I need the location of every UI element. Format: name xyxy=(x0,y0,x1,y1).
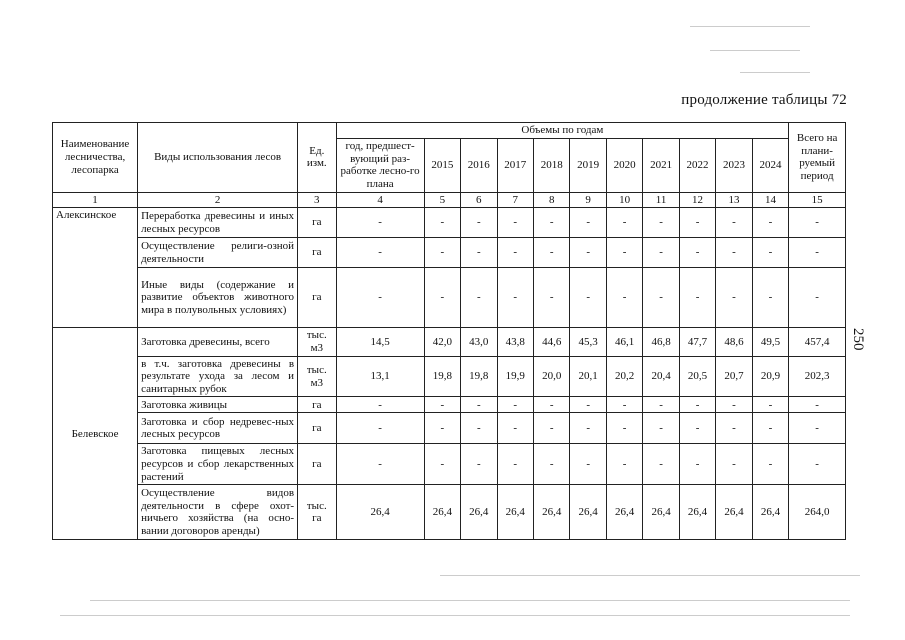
value-cell: - xyxy=(716,413,752,444)
value-cell: - xyxy=(606,397,642,413)
value-cell: - xyxy=(497,208,533,238)
value-cell: - xyxy=(716,268,752,328)
value-cell: - xyxy=(679,397,715,413)
column-number: 11 xyxy=(643,192,679,208)
value-cell: - xyxy=(461,397,497,413)
value-cell: 46,1 xyxy=(606,328,642,356)
value-cell: 26,4 xyxy=(424,485,460,540)
value-cell: 20,2 xyxy=(606,356,642,397)
value-cell: 26,4 xyxy=(716,485,752,540)
value-cell: 26,4 xyxy=(679,485,715,540)
value-cell: - xyxy=(643,444,679,485)
scan-noise xyxy=(710,50,800,51)
value-cell: - xyxy=(336,444,424,485)
unit-text: тыс. м3 xyxy=(306,329,327,354)
use-type: Заготовка и сбор недревес-ных лесных ресурсов xyxy=(138,413,298,444)
column-number: 3 xyxy=(298,192,336,208)
value-cell: - xyxy=(606,444,642,485)
value-cell: 45,3 xyxy=(570,328,606,356)
header-use: Виды использования лесов xyxy=(138,123,298,193)
table-row xyxy=(53,238,846,268)
value-cell: - xyxy=(716,444,752,485)
value-cell: 44,6 xyxy=(533,328,569,356)
header-prev-year: год, предшест-вующий раз-работке лесно-го плана xyxy=(336,138,424,192)
use-type: Осуществление видов деятельности в сфере охот-ничьего хозяйства (на осно-вании договоров аренды) xyxy=(138,485,298,540)
value-cell: 49,5 xyxy=(752,328,789,356)
value-cell: - xyxy=(789,208,846,238)
scan-noise xyxy=(740,72,810,73)
value-cell: - xyxy=(679,444,715,485)
use-type: Осуществление религи-озной деятельности xyxy=(138,238,298,268)
value-cell: - xyxy=(533,413,569,444)
value-cell: - xyxy=(497,238,533,268)
value-cell: 14,5 xyxy=(336,328,424,356)
header-year: 2015 xyxy=(424,138,460,192)
table-row xyxy=(53,413,846,444)
header-year: 2024 xyxy=(752,138,789,192)
forestry-name: Алексинское xyxy=(53,208,138,328)
value-cell: 20,1 xyxy=(570,356,606,397)
unit: га xyxy=(298,413,336,444)
value-cell: - xyxy=(679,268,715,328)
column-number: 14 xyxy=(752,192,789,208)
value-cell: - xyxy=(752,268,789,328)
value-cell: - xyxy=(570,238,606,268)
header-volumes: Объемы по годам xyxy=(336,123,789,139)
value-cell: - xyxy=(643,268,679,328)
value-cell: 43,0 xyxy=(461,328,497,356)
unit: га xyxy=(298,268,336,328)
column-number: 13 xyxy=(716,192,752,208)
value-cell: 48,6 xyxy=(716,328,752,356)
value-cell: 26,4 xyxy=(570,485,606,540)
header-forestry: Наименование лесничества, лесопарка xyxy=(53,123,138,193)
value-cell: 19,8 xyxy=(424,356,460,397)
table-row xyxy=(53,356,846,397)
column-number: 6 xyxy=(461,192,497,208)
header-year: 2019 xyxy=(570,138,606,192)
unit: га xyxy=(298,397,336,413)
value-cell: 47,7 xyxy=(679,328,715,356)
value-cell: 457,4 xyxy=(789,328,846,356)
unit: тыс. га xyxy=(298,485,336,540)
value-cell: 264,0 xyxy=(789,485,846,540)
table-row xyxy=(53,328,846,356)
value-cell: - xyxy=(789,413,846,444)
value-cell: - xyxy=(679,238,715,268)
value-cell: - xyxy=(752,397,789,413)
value-cell: - xyxy=(606,208,642,238)
use-type: в т.ч. заготовка древесины в результате ухода за лесом и санитарных рубок xyxy=(138,356,298,397)
table-row xyxy=(53,397,846,413)
value-cell: 20,7 xyxy=(716,356,752,397)
value-cell: - xyxy=(789,444,846,485)
value-cell: - xyxy=(497,397,533,413)
value-cell: - xyxy=(424,268,460,328)
use-type: Заготовка древесины, всего xyxy=(138,328,298,356)
value-cell: - xyxy=(570,413,606,444)
value-cell: - xyxy=(716,208,752,238)
value-cell: 26,4 xyxy=(461,485,497,540)
use-type: Заготовка живицы xyxy=(138,397,298,413)
value-cell: 26,4 xyxy=(533,485,569,540)
value-cell: - xyxy=(497,444,533,485)
unit-text: тыс. м3 xyxy=(306,363,327,389)
scan-noise xyxy=(440,575,860,576)
use-type: Иные виды (содержание и развитие объектов животного мира в полувольных условиях) xyxy=(138,268,298,328)
header-total: Всего на плани-руемый период xyxy=(789,123,846,193)
value-cell: - xyxy=(461,268,497,328)
value-cell: - xyxy=(424,413,460,444)
value-cell: - xyxy=(497,268,533,328)
value-cell: - xyxy=(752,444,789,485)
column-number: 9 xyxy=(570,192,606,208)
value-cell: - xyxy=(679,413,715,444)
value-cell: - xyxy=(336,238,424,268)
value-cell: - xyxy=(461,413,497,444)
value-cell: - xyxy=(461,238,497,268)
value-cell: - xyxy=(716,238,752,268)
value-cell: - xyxy=(497,413,533,444)
value-cell: - xyxy=(336,208,424,238)
table-caption: продолжение таблицы 72 xyxy=(681,92,847,108)
header-year: 2022 xyxy=(679,138,715,192)
value-cell: - xyxy=(643,238,679,268)
value-cell: - xyxy=(461,208,497,238)
header-year: 2018 xyxy=(533,138,569,192)
value-cell: - xyxy=(789,238,846,268)
value-cell: 26,4 xyxy=(336,485,424,540)
column-number: 12 xyxy=(679,192,715,208)
value-cell: - xyxy=(789,397,846,413)
value-cell: 19,8 xyxy=(461,356,497,397)
value-cell: - xyxy=(533,268,569,328)
value-cell: 20,5 xyxy=(679,356,715,397)
header-year: 2023 xyxy=(716,138,752,192)
value-cell: 13,1 xyxy=(336,356,424,397)
column-number: 2 xyxy=(138,192,298,208)
value-cell: 202,3 xyxy=(789,356,846,397)
table-row xyxy=(53,208,846,238)
value-cell: 26,4 xyxy=(752,485,789,540)
use-type: Заготовка пищевых лесных ресурсов и сбор лекарственных растений xyxy=(138,444,298,485)
value-cell: - xyxy=(606,238,642,268)
forestry-name: Белевское xyxy=(53,328,138,540)
value-cell: 26,4 xyxy=(643,485,679,540)
value-cell: - xyxy=(643,397,679,413)
value-cell: - xyxy=(606,268,642,328)
value-cell: - xyxy=(716,397,752,413)
use-type: Переработка древесины и иных лесных ресурсов xyxy=(138,208,298,238)
column-number: 4 xyxy=(336,192,424,208)
value-cell: - xyxy=(643,413,679,444)
header-year: 2016 xyxy=(461,138,497,192)
value-cell: - xyxy=(606,413,642,444)
value-cell: - xyxy=(752,238,789,268)
column-number: 8 xyxy=(533,192,569,208)
value-cell: - xyxy=(533,208,569,238)
value-cell: - xyxy=(570,397,606,413)
value-cell: 20,9 xyxy=(752,356,789,397)
unit: га xyxy=(298,444,336,485)
value-cell: - xyxy=(789,268,846,328)
unit xyxy=(298,356,336,397)
value-cell: - xyxy=(533,238,569,268)
header-year: 2017 xyxy=(497,138,533,192)
value-cell: 19,9 xyxy=(497,356,533,397)
value-cell: - xyxy=(752,208,789,238)
value-cell: - xyxy=(679,208,715,238)
value-cell: - xyxy=(570,208,606,238)
value-cell: - xyxy=(424,238,460,268)
header-year: 2020 xyxy=(606,138,642,192)
scan-noise xyxy=(60,615,850,616)
value-cell: - xyxy=(336,397,424,413)
value-cell: - xyxy=(424,444,460,485)
value-cell: - xyxy=(424,397,460,413)
value-cell: 46,8 xyxy=(643,328,679,356)
column-number: 7 xyxy=(497,192,533,208)
column-number: 1 xyxy=(53,192,138,208)
table-row xyxy=(53,485,846,540)
column-number: 15 xyxy=(789,192,846,208)
unit: га xyxy=(298,208,336,238)
value-cell: 20,4 xyxy=(643,356,679,397)
value-cell: - xyxy=(752,413,789,444)
unit: га xyxy=(298,238,336,268)
value-cell: 26,4 xyxy=(606,485,642,540)
value-cell: 26,4 xyxy=(497,485,533,540)
column-number: 5 xyxy=(424,192,460,208)
scan-noise xyxy=(690,26,810,27)
value-cell: - xyxy=(570,444,606,485)
value-cell: - xyxy=(461,444,497,485)
value-cell: 20,0 xyxy=(533,356,569,397)
value-cell: - xyxy=(336,268,424,328)
value-cell: 42,0 xyxy=(424,328,460,356)
value-cell: - xyxy=(533,444,569,485)
value-cell: - xyxy=(424,208,460,238)
unit xyxy=(298,328,336,356)
value-cell: - xyxy=(570,268,606,328)
table-row xyxy=(53,268,846,328)
page-number: 250 xyxy=(850,328,866,351)
forest-use-table xyxy=(52,122,846,540)
value-cell: 43,8 xyxy=(497,328,533,356)
header-unit: Ед. изм. xyxy=(298,123,336,193)
value-cell: - xyxy=(336,413,424,444)
value-cell: - xyxy=(643,208,679,238)
table-row xyxy=(53,444,846,485)
scan-noise xyxy=(90,600,850,601)
header-year: 2021 xyxy=(643,138,679,192)
value-cell: - xyxy=(533,397,569,413)
column-number: 10 xyxy=(606,192,642,208)
